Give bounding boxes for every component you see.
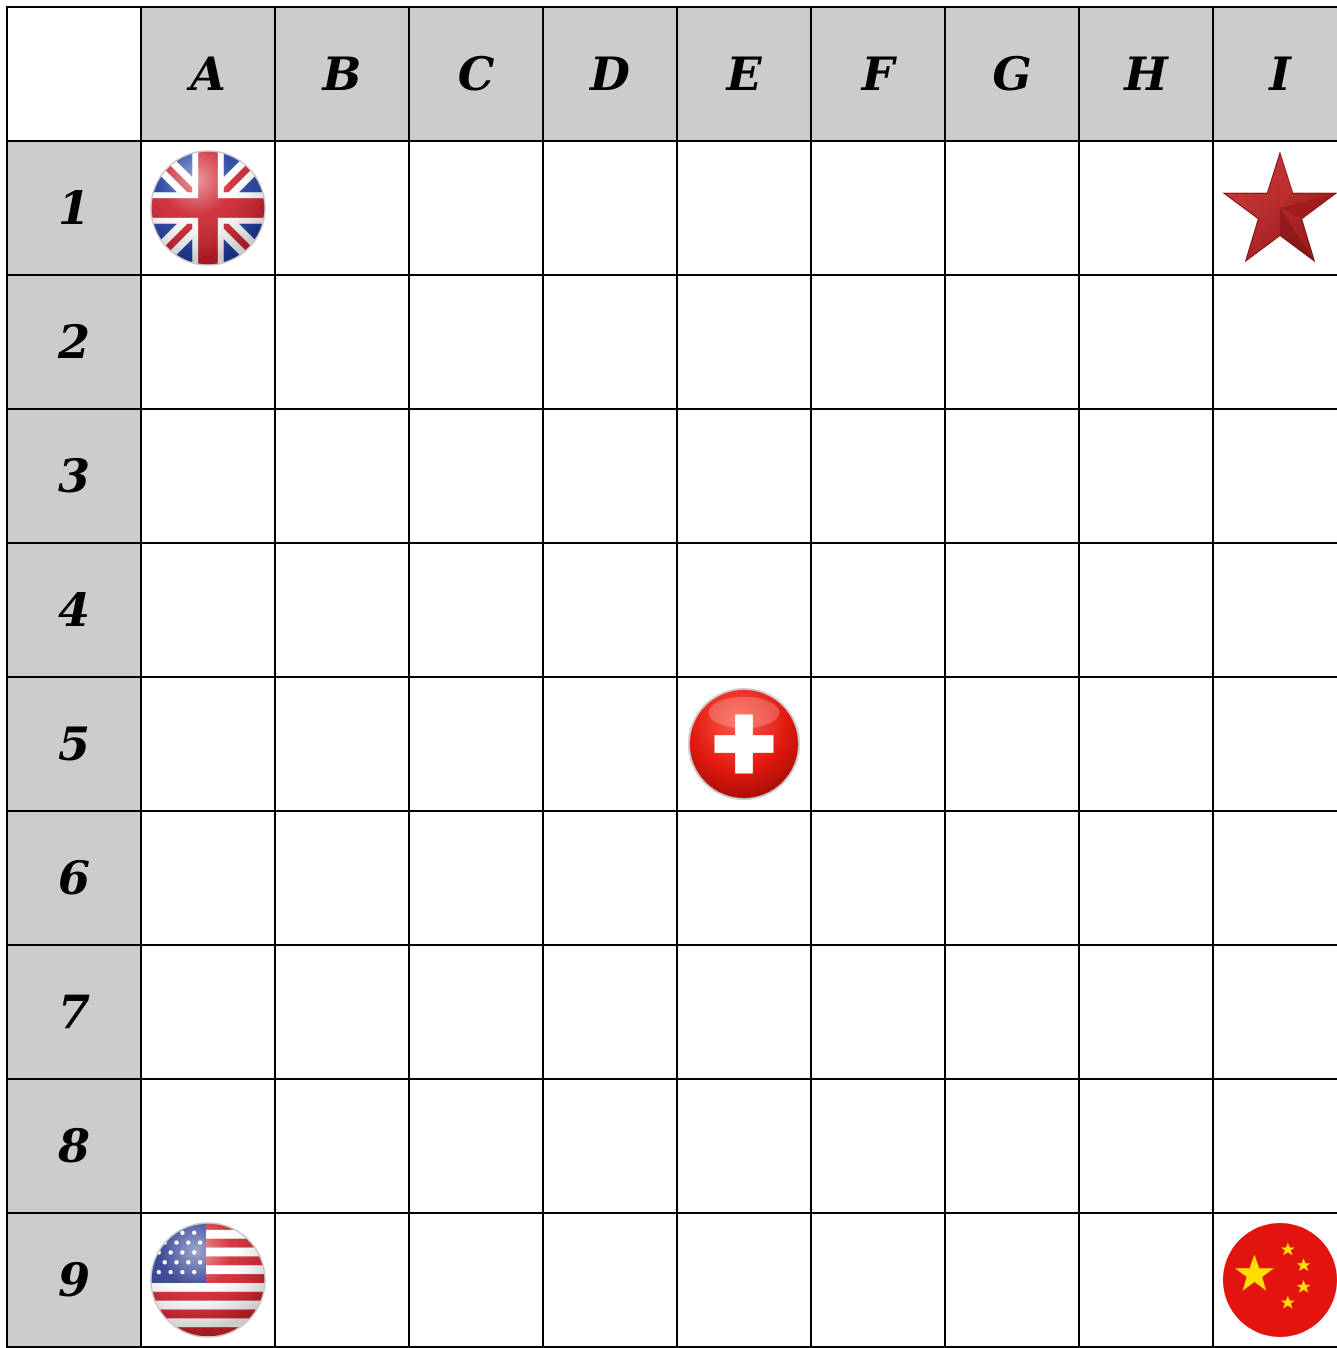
board-cell-i9[interactable] (1214, 1214, 1337, 1348)
board-cell-g4[interactable] (946, 544, 1080, 678)
board-cell-d2[interactable] (544, 276, 678, 410)
board-cell-b5[interactable] (276, 678, 410, 812)
row-header-6 (8, 812, 142, 946)
board-cell-a5[interactable] (142, 678, 276, 812)
row-label: 8 (57, 1119, 90, 1173)
board-cell-a3[interactable] (142, 410, 276, 544)
board-cell-c1[interactable] (410, 142, 544, 276)
column-label: C (457, 47, 495, 101)
column-header-a (142, 8, 276, 142)
row-header-4 (8, 544, 142, 678)
row-header-7 (8, 946, 142, 1080)
board-cell-d9[interactable] (544, 1214, 678, 1348)
column-label: B (322, 47, 362, 101)
row-header-2 (8, 276, 142, 410)
switzerland-flag-icon[interactable] (685, 685, 803, 803)
row-header-8 (8, 1080, 142, 1214)
board-cell-f9[interactable] (812, 1214, 946, 1348)
column-header-e (678, 8, 812, 142)
board-cell-b4[interactable] (276, 544, 410, 678)
board-cell-f6[interactable] (812, 812, 946, 946)
board-cell-b1[interactable] (276, 142, 410, 276)
board-cell-h7[interactable] (1080, 946, 1214, 1080)
column-header-h (1080, 8, 1214, 142)
board-cell-d3[interactable] (544, 410, 678, 544)
board-cell-b3[interactable] (276, 410, 410, 544)
row-label: 1 (57, 181, 90, 235)
usa-flag-icon[interactable] (149, 1221, 267, 1339)
board-cell-e8[interactable] (678, 1080, 812, 1214)
board-cell-e7[interactable] (678, 946, 812, 1080)
board-cell-h3[interactable] (1080, 410, 1214, 544)
board-cell-g1[interactable] (946, 142, 1080, 276)
board-cell-d7[interactable] (544, 946, 678, 1080)
board-cell-e9[interactable] (678, 1214, 812, 1348)
board-cell-f1[interactable] (812, 142, 946, 276)
row-label: 9 (57, 1253, 90, 1307)
column-header-f (812, 8, 946, 142)
column-label: I (1269, 47, 1291, 101)
board-cell-a1[interactable] (142, 142, 276, 276)
board-cell-c7[interactable] (410, 946, 544, 1080)
board-cell-c2[interactable] (410, 276, 544, 410)
column-header-i (1214, 8, 1337, 142)
board-cell-c6[interactable] (410, 812, 544, 946)
china-flag-icon[interactable] (1221, 1221, 1337, 1339)
board-cell-b6[interactable] (276, 812, 410, 946)
board-cell-f4[interactable] (812, 544, 946, 678)
board-cell-g7[interactable] (946, 946, 1080, 1080)
board-cell-i5[interactable] (1214, 678, 1337, 812)
board-cell-i2[interactable] (1214, 276, 1337, 410)
board-cell-f8[interactable] (812, 1080, 946, 1214)
column-label: D (590, 47, 630, 101)
board-cell-e6[interactable] (678, 812, 812, 946)
board-cell-d4[interactable] (544, 544, 678, 678)
board-cell-c3[interactable] (410, 410, 544, 544)
board-cell-a4[interactable] (142, 544, 276, 678)
board-cell-f2[interactable] (812, 276, 946, 410)
board-cell-c5[interactable] (410, 678, 544, 812)
board-cell-h2[interactable] (1080, 276, 1214, 410)
board-cell-h9[interactable] (1080, 1214, 1214, 1348)
board-cell-d1[interactable] (544, 142, 678, 276)
board-cell-c4[interactable] (410, 544, 544, 678)
row-header-3 (8, 410, 142, 544)
game-board (6, 6, 1337, 1348)
red-star-icon[interactable] (1221, 149, 1337, 267)
board-cell-a6[interactable] (142, 812, 276, 946)
board-cell-i7[interactable] (1214, 946, 1337, 1080)
board-cell-h4[interactable] (1080, 544, 1214, 678)
board-cell-i8[interactable] (1214, 1080, 1337, 1214)
column-label: E (726, 47, 762, 101)
row-label: 4 (57, 583, 90, 637)
board-cell-d5[interactable] (544, 678, 678, 812)
column-label: H (1124, 47, 1168, 101)
board-cell-a9[interactable] (142, 1214, 276, 1348)
board-cell-e4[interactable] (678, 544, 812, 678)
board-cell-f3[interactable] (812, 410, 946, 544)
column-label: A (190, 47, 226, 101)
board-cell-f5[interactable] (812, 678, 946, 812)
board-cell-g3[interactable] (946, 410, 1080, 544)
column-header-b (276, 8, 410, 142)
row-label: 7 (57, 985, 90, 1039)
board-cell-a7[interactable] (142, 946, 276, 1080)
board-cell-b2[interactable] (276, 276, 410, 410)
board-cell-g2[interactable] (946, 276, 1080, 410)
row-header-5 (8, 678, 142, 812)
column-label: F (861, 47, 895, 101)
board-cell-e3[interactable] (678, 410, 812, 544)
board-cell-a2[interactable] (142, 276, 276, 410)
board-cell-c8[interactable] (410, 1080, 544, 1214)
board-cell-h8[interactable] (1080, 1080, 1214, 1214)
board-cell-h5[interactable] (1080, 678, 1214, 812)
board-cell-i3[interactable] (1214, 410, 1337, 544)
board-cell-g8[interactable] (946, 1080, 1080, 1214)
board-cell-b9[interactable] (276, 1214, 410, 1348)
column-label: G (992, 47, 1032, 101)
board-cell-d8[interactable] (544, 1080, 678, 1214)
uk-flag-icon[interactable] (149, 149, 267, 267)
board-cell-e2[interactable] (678, 276, 812, 410)
board-cell-i4[interactable] (1214, 544, 1337, 678)
board-cell-b7[interactable] (276, 946, 410, 1080)
board-cell-g9[interactable] (946, 1214, 1080, 1348)
board-cell-e1[interactable] (678, 142, 812, 276)
board-cell-h6[interactable] (1080, 812, 1214, 946)
column-header-c (410, 8, 544, 142)
row-header-9 (8, 1214, 142, 1348)
column-header-g (946, 8, 1080, 142)
board-cell-h1[interactable] (1080, 142, 1214, 276)
board-cell-b8[interactable] (276, 1080, 410, 1214)
row-label: 2 (57, 315, 90, 369)
board-cell-a8[interactable] (142, 1080, 276, 1214)
column-header-d (544, 8, 678, 142)
board-cell-i1[interactable] (1214, 142, 1337, 276)
board-cell-g6[interactable] (946, 812, 1080, 946)
board-corner (8, 8, 142, 142)
row-label: 3 (57, 449, 90, 503)
row-label: 6 (57, 851, 90, 905)
board-cell-c9[interactable] (410, 1214, 544, 1348)
board-cell-g5[interactable] (946, 678, 1080, 812)
board-cell-e5[interactable] (678, 678, 812, 812)
board-cell-f7[interactable] (812, 946, 946, 1080)
board-cell-i6[interactable] (1214, 812, 1337, 946)
row-header-1 (8, 142, 142, 276)
row-label: 5 (57, 717, 90, 771)
board-cell-d6[interactable] (544, 812, 678, 946)
